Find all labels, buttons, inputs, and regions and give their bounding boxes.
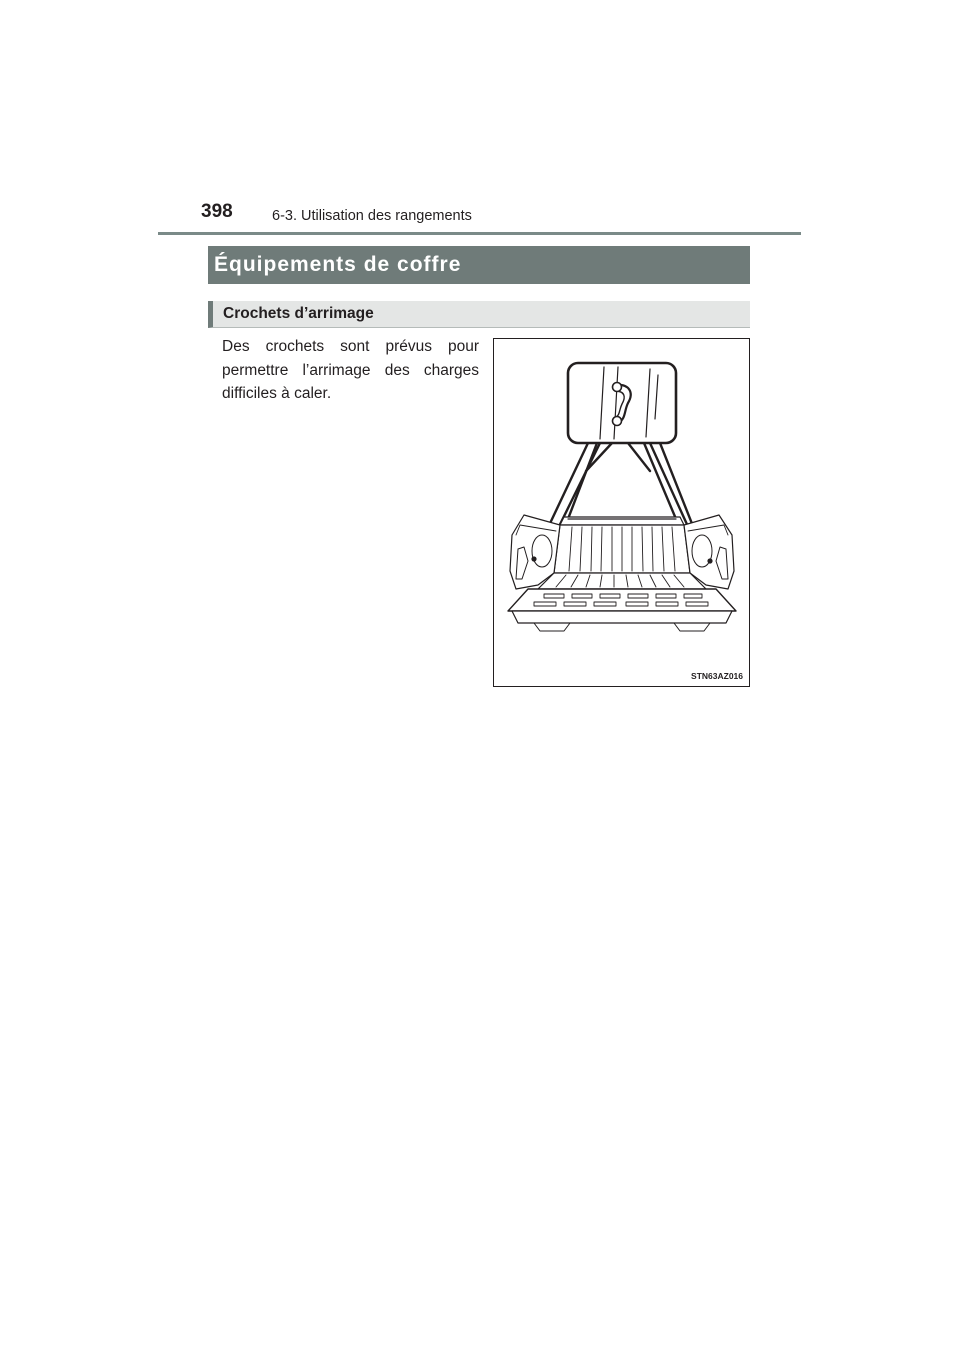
truck-bed	[508, 515, 736, 631]
figure-code: STN63AZ016	[691, 671, 743, 681]
main-heading-bar	[208, 246, 750, 284]
pickup-truck-bed-icon	[494, 339, 749, 686]
sub-heading-bar	[208, 301, 750, 328]
illustration-figure	[493, 338, 750, 687]
main-heading-title: Équipements de coffre	[214, 253, 462, 276]
header-rule	[158, 232, 801, 235]
section-reference: 6-3. Utilisation des rangements	[272, 208, 472, 224]
body-paragraph: Des crochets sont prévus pour permettre l’arrimage des charges difficiles à caler.	[222, 338, 479, 402]
tie-down-hook-icon	[568, 363, 676, 443]
sub-heading-title: Crochets d’arrimage	[223, 305, 374, 322]
page-number: 398	[201, 201, 233, 222]
